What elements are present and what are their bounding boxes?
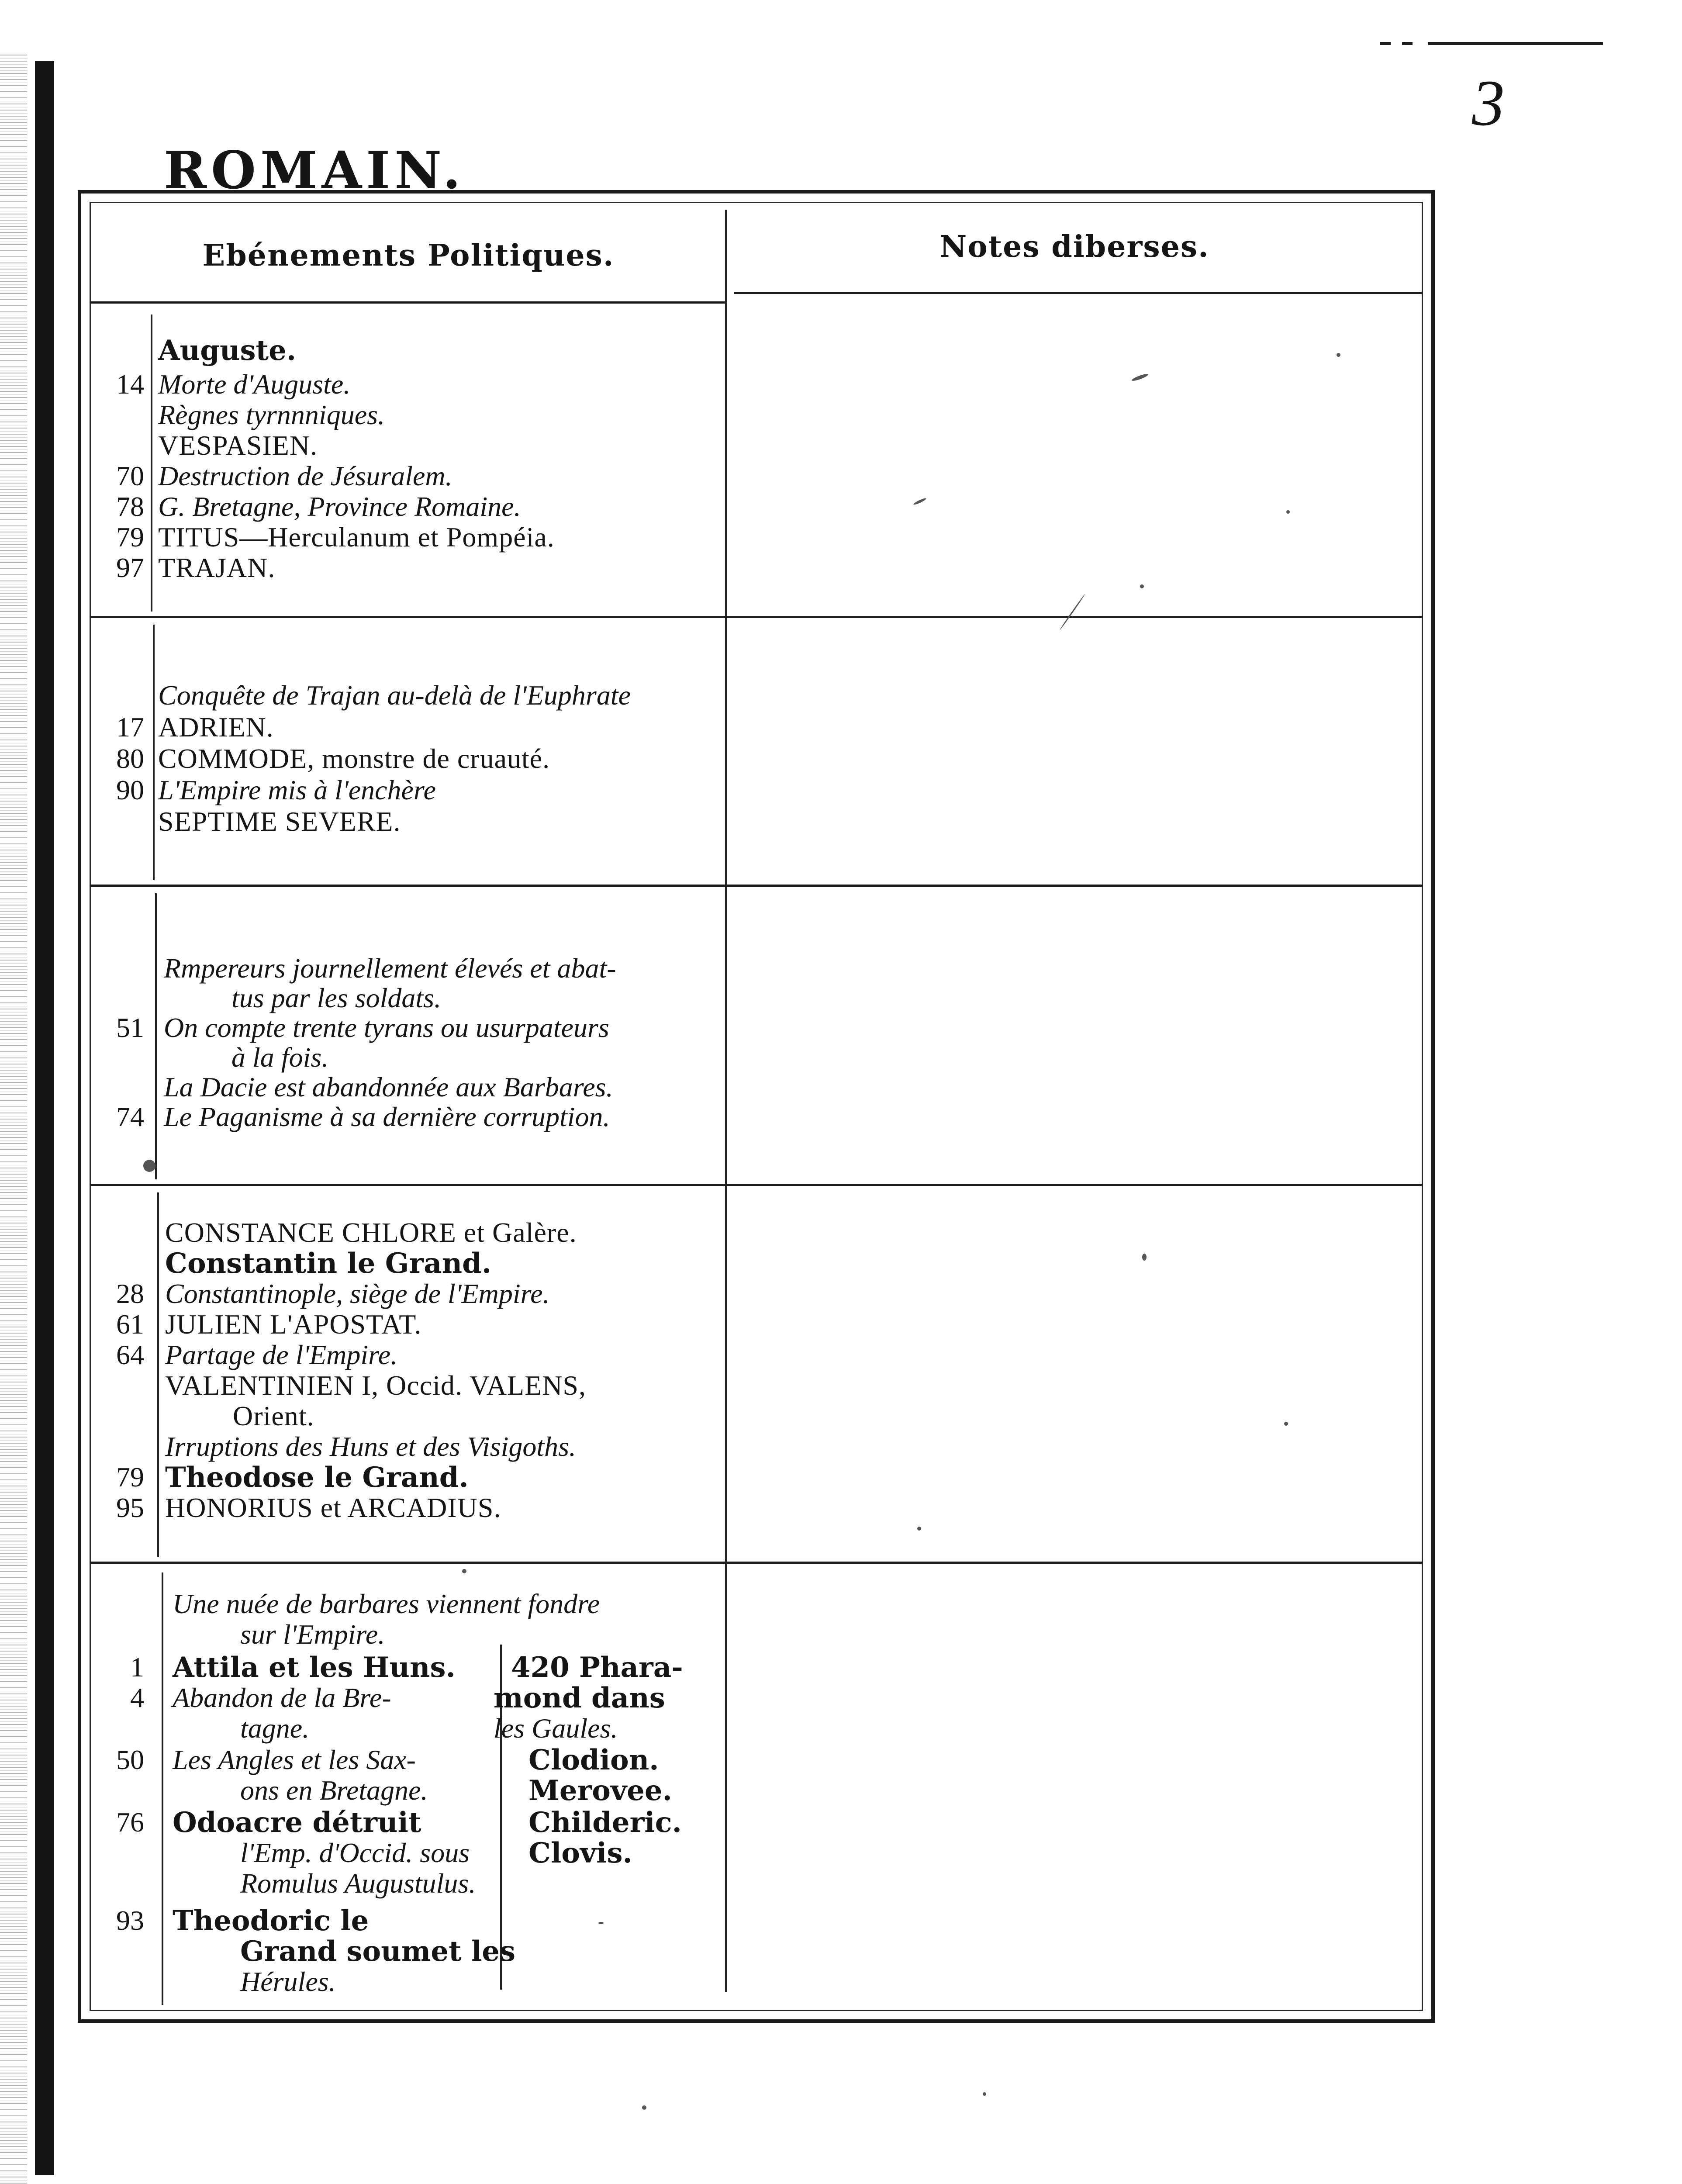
scan-mark [1286, 510, 1290, 514]
top-rule [1428, 42, 1603, 45]
year-number: 78 [116, 491, 144, 522]
event-line: Merovee. [528, 1774, 672, 1807]
event-line: mond dans [494, 1682, 665, 1714]
event-line: Odoacre détruit [173, 1806, 421, 1839]
event-line: Le Paganisme à sa dernière corruption. [164, 1101, 610, 1132]
page-number: 3 [1472, 67, 1505, 139]
year-number: 79 [116, 522, 144, 553]
event-line: Partage de l'Empire. [165, 1339, 398, 1370]
event-line: L'Empire mis à l'enchère [158, 774, 436, 805]
event-line: Destruction de Jésuralem. [158, 460, 452, 491]
event-line: à la fois. [231, 1042, 329, 1073]
event-line: Conquête de Trajan au-delà de l'Euphrate [158, 680, 631, 711]
event-line: Irruptions des Huns et des Visigoths. [165, 1431, 577, 1462]
year-number: 95 [116, 1492, 144, 1523]
year-column-rule [151, 314, 152, 612]
scan-mark [1337, 353, 1340, 357]
event-line: HONORIUS et ARCADIUS. [165, 1492, 501, 1523]
event-line: 420 Phara- [511, 1651, 683, 1684]
event-line: VESPASIEN. [158, 430, 318, 461]
event-line: Constantinople, siège de l'Empire. [165, 1278, 550, 1309]
scan-mark [917, 1527, 921, 1531]
block-separator [90, 616, 1423, 618]
year-number: 70 [116, 460, 144, 491]
event-line: les Gaules. [494, 1713, 618, 1744]
event-line: TRAJAN. [158, 552, 276, 583]
top-dash [1380, 42, 1391, 45]
year-number: 17 [116, 712, 144, 743]
year-number: 93 [116, 1905, 144, 1936]
event-line: La Dacie est abandonnée aux Barbares. [164, 1071, 613, 1102]
scan-mark [642, 2105, 646, 2110]
event-line: Constantin le Grand. [165, 1247, 492, 1280]
year-number: 50 [116, 1744, 144, 1775]
year-number: 1 [130, 1652, 144, 1683]
event-line: SEPTIME SEVERE. [158, 806, 401, 837]
event-line: On compte trente tyrans ou usurpateurs [164, 1012, 609, 1043]
year-column-rule [155, 893, 157, 1179]
year-number: 90 [116, 774, 144, 805]
block-separator [90, 1184, 1423, 1186]
section-title: ROMAIN. [164, 140, 465, 200]
event-line: ADRIEN. [158, 712, 274, 743]
event-line: Clodion. [528, 1744, 659, 1776]
event-line: Attila et les Huns. [173, 1651, 456, 1684]
event-line: Orient. [233, 1400, 314, 1431]
event-line: sur l'Empire. [240, 1619, 385, 1650]
event-line: Rmpereurs journellement élevés et abat- [164, 953, 616, 984]
scan-mark [462, 1569, 466, 1573]
event-line: Auguste. [158, 334, 297, 367]
year-number: 79 [116, 1462, 144, 1493]
column-header-politics: Ebénements Politiques. [202, 238, 615, 273]
event-line: Childeric. [528, 1806, 682, 1839]
year-column-rule [162, 1572, 163, 2005]
scan-mark [1140, 584, 1144, 588]
top-dash [1402, 42, 1413, 45]
year-number: 97 [116, 552, 144, 583]
event-line: Abandon de la Bre- [173, 1682, 391, 1713]
year-column-rule [153, 625, 155, 880]
year-number: 74 [116, 1101, 144, 1132]
column-header-notes: Notes diberses. [939, 229, 1209, 264]
year-number: 64 [116, 1339, 144, 1370]
event-line: tagne. [240, 1713, 310, 1744]
scan-mark [143, 1160, 155, 1172]
year-number: 61 [116, 1309, 144, 1340]
event-line: Theodoric le [173, 1904, 369, 1937]
event-line: Une nuée de barbares viennent fondre [173, 1588, 600, 1619]
header-rule-right [734, 292, 1423, 294]
event-line: G. Bretagne, Province Romaine. [158, 491, 521, 522]
event-line: JULIEN L'APOSTAT. [165, 1309, 422, 1340]
year-number: 28 [116, 1278, 144, 1309]
scan-mark [598, 1922, 604, 1924]
scan-binding-shadow [35, 61, 54, 2175]
event-line: Hérules. [240, 1966, 336, 1997]
block-separator [90, 885, 1423, 887]
scan-mark [1142, 1254, 1147, 1261]
year-number: 80 [116, 743, 144, 774]
year-column-rule [157, 1192, 159, 1557]
year-number: 14 [116, 369, 144, 400]
event-line: CONSTANCE CHLORE et Galère. [165, 1217, 577, 1248]
event-line: ons en Bretagne. [240, 1775, 428, 1806]
event-line: Les Angles et les Sax- [173, 1744, 416, 1775]
event-line: l'Emp. d'Occid. sous [240, 1837, 470, 1868]
event-line: tus par les soldats. [231, 982, 442, 1013]
scan-mark [1284, 1422, 1288, 1426]
block-separator [90, 1562, 1423, 1564]
event-line: COMMODE, monstre de cruauté. [158, 743, 550, 774]
year-number: 76 [116, 1807, 144, 1838]
scan-mark [983, 2092, 986, 2096]
event-line: Romulus Augustulus. [240, 1868, 476, 1899]
event-line: Theodose le Grand. [165, 1461, 469, 1494]
header-rule-left [90, 301, 725, 304]
event-line: VALENTINIEN I, Occid. VALENS, [165, 1370, 586, 1401]
year-number: 4 [130, 1682, 144, 1713]
event-line: Clovis. [528, 1837, 632, 1870]
column-divider [725, 210, 727, 1992]
event-line: TITUS—Herculanum et Pompéia. [158, 522, 555, 553]
year-number: 51 [116, 1012, 144, 1043]
scan-edge [0, 52, 27, 2184]
event-line: Morte d'Auguste. [158, 369, 351, 400]
event-line: Grand soumet les [240, 1935, 515, 1968]
event-line: Règnes tyrnnniques. [158, 399, 385, 430]
